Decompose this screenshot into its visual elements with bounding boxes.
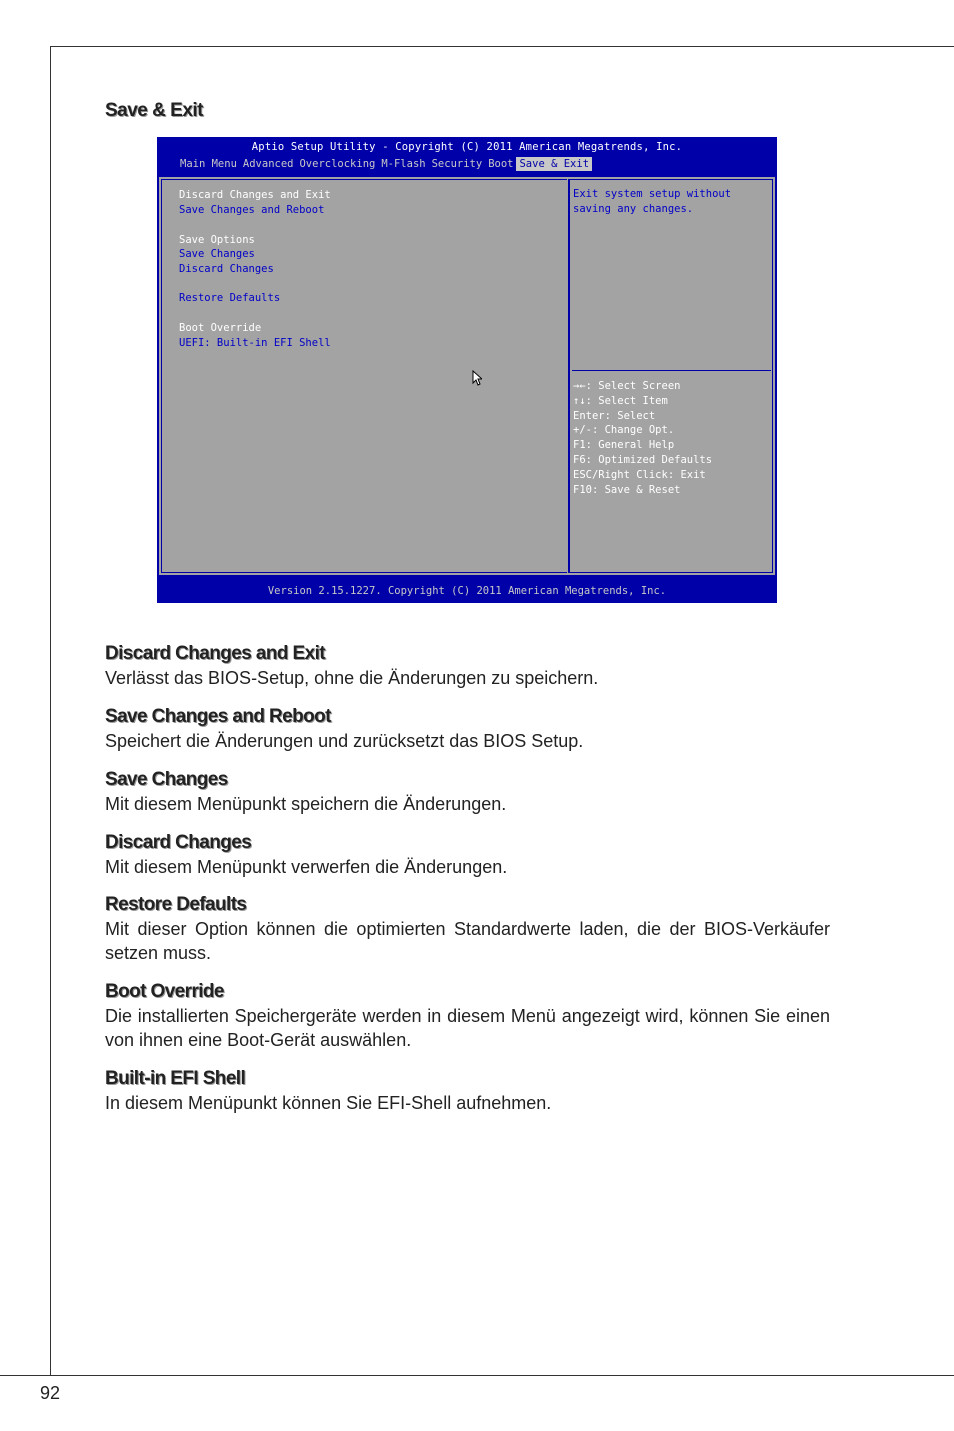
menu-save-changes[interactable]: Save Changes xyxy=(179,248,255,260)
desc-title: Built-in EFI Shell xyxy=(105,1068,246,1089)
desc-title: Save Changes xyxy=(105,769,228,790)
desc-text: Mit diesem Menüpunkt speichern die Änderungen. xyxy=(105,794,507,814)
help-separator xyxy=(572,370,771,371)
key-change-opt: +/-: Change Opt. xyxy=(573,424,675,437)
bios-body xyxy=(159,177,775,575)
bios-title: Aptio Setup Utility - Copyright (C) 2011 American Megatrends, Inc. xyxy=(251,141,683,153)
key-select-screen: →←: Select Screen xyxy=(573,380,681,392)
page-number: 92 xyxy=(40,1383,61,1403)
tab-save-exit[interactable]: Save & Exit xyxy=(516,157,592,171)
bios-help-panel xyxy=(570,179,773,573)
desc-discard-changes xyxy=(105,831,830,879)
mouse-cursor-icon xyxy=(472,370,482,386)
menu-save-changes-and-reboot[interactable]: Save Changes and Reboot xyxy=(179,204,325,216)
bios-screenshot xyxy=(157,137,777,603)
page-frame-top xyxy=(50,46,954,47)
page-frame-left xyxy=(50,46,51,1376)
desc-save-changes xyxy=(105,768,830,816)
page-frame-bottom xyxy=(0,1375,954,1376)
menu-discard-changes[interactable]: Discard Changes xyxy=(179,263,274,275)
tab-security[interactable]: Security xyxy=(431,158,483,170)
tab-advanced[interactable]: Advanced xyxy=(242,158,294,170)
desc-restore-defaults xyxy=(105,893,830,965)
desc-text: Mit diesem Menüpunkt verwerfen die Änderungen. xyxy=(105,857,508,877)
bios-footer: Version 2.15.1227. Copyright (C) 2011 American Megatrends, Inc. xyxy=(267,585,667,597)
section-title: Save & Exit xyxy=(105,100,203,121)
menu-restore-defaults[interactable]: Restore Defaults xyxy=(179,292,281,304)
desc-save-changes-and-reboot xyxy=(105,705,830,753)
tab-main-menu[interactable]: Main Menu xyxy=(180,158,237,170)
help-text: Exit system setup without saving any changes. xyxy=(573,188,732,215)
bios-tab-bar xyxy=(177,157,592,171)
desc-built-in-efi-shell xyxy=(105,1067,830,1115)
menu-save-options-header: Save Options xyxy=(179,234,255,246)
key-optimized-defaults: F6: Optimized Defaults xyxy=(573,453,713,466)
key-general-help: F1: General Help xyxy=(573,439,675,452)
tab-boot[interactable]: Boot xyxy=(488,158,514,170)
tab-m-flash[interactable]: M-Flash xyxy=(381,158,426,170)
menu-discard-changes-and-exit[interactable]: Discard Changes and Exit xyxy=(179,189,331,201)
desc-title: Boot Override xyxy=(105,981,224,1002)
desc-discard-changes-and-exit xyxy=(105,642,830,690)
desc-title: Restore Defaults xyxy=(105,894,247,915)
desc-title: Discard Changes and Exit xyxy=(105,643,326,664)
key-legend xyxy=(573,379,712,497)
desc-boot-override xyxy=(105,980,830,1052)
tab-overclocking[interactable]: Overclocking xyxy=(299,158,376,170)
desc-text: Speichert die Änderungen und zurücksetzt das BIOS Setup. xyxy=(105,731,584,751)
menu-boot-override-header: Boot Override xyxy=(179,322,262,334)
desc-text: Verlässt das BIOS-Setup, ohne die Änderungen zu speichern. xyxy=(105,668,599,688)
desc-text: In diesem Menüpunkt können Sie EFI-Shell aufnehmen. xyxy=(105,1093,552,1113)
key-save-reset: F10: Save & Reset xyxy=(573,483,681,496)
desc-title: Save Changes and Reboot xyxy=(105,706,331,727)
menu-uefi-shell[interactable]: UEFI: Built-in EFI Shell xyxy=(179,337,331,349)
bios-menu-panel xyxy=(161,179,567,573)
desc-text: Mit dieser Option können die optimierten Standardwerte laden, die der BIOS-Verkäufer setzen muss. xyxy=(105,919,830,963)
key-enter: Enter: Select xyxy=(573,409,656,422)
key-select-item: ↑↓: Select Item xyxy=(573,394,668,407)
desc-title: Discard Changes xyxy=(105,832,252,853)
desc-text: Die installierten Speichergeräte werden in diesem Menü angezeigt wird, können Sie einen von ihnen eine Boot-Gerät auswählen. xyxy=(105,1006,830,1050)
key-exit: ESC/Right Click: Exit xyxy=(573,468,706,481)
